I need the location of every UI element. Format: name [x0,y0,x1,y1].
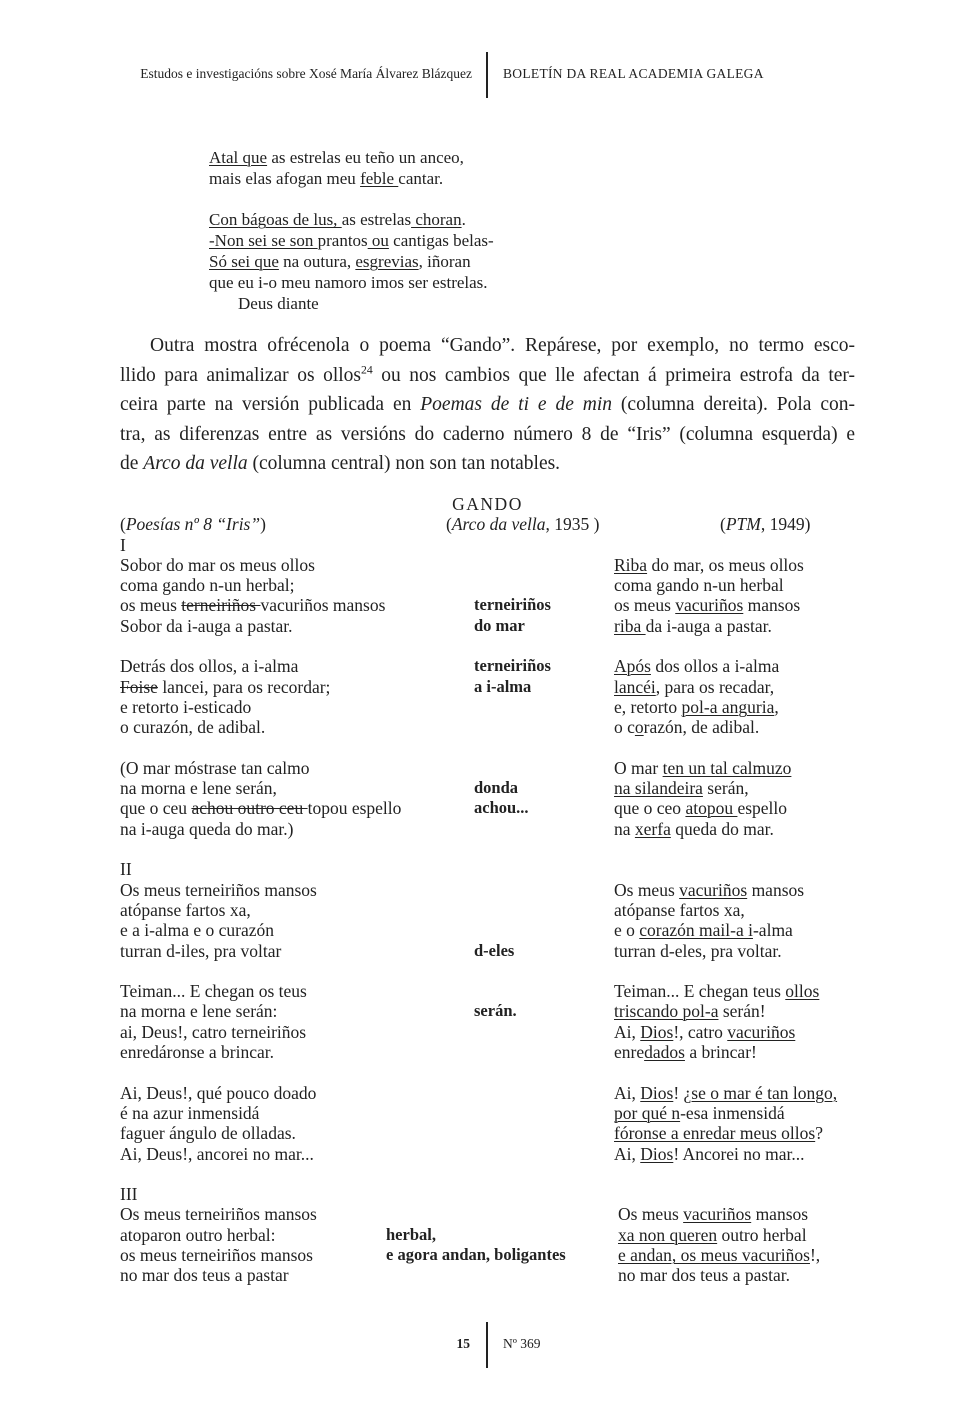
underlined-text: o [634,717,644,738]
text-run: herbal, [386,1224,436,1244]
comparison-row [0,920,975,940]
underlined-text: vacuriños [675,595,744,616]
footnote-reference: 24 [361,363,373,376]
text-run: do mar [474,615,525,635]
underlined-text: vacuriños [727,1021,796,1042]
text-run: a brincar! [684,1042,757,1063]
left-version-line [120,677,330,697]
left-version-line [120,1123,296,1143]
text-run: Sobor do mar os meus ollos [120,554,315,575]
center-variant [474,778,518,798]
stanza-break [0,1062,975,1082]
underlined-text: na silandeira [614,778,703,799]
text-run: na morna e lene serán: [120,1001,278,1022]
poem-line [209,169,494,190]
text-run: , 1935 ) [545,514,600,535]
italic-text: PTM [725,514,761,535]
underlined-text: pol-a anguria [681,696,775,717]
paragraph-line [120,449,855,479]
text-run: é na azur inmensidá [120,1102,260,1123]
right-version-line [614,758,791,778]
text-run: enredáronse a brincar. [120,1042,275,1063]
comparison-row [0,1083,975,1103]
underlined-text: choran [411,210,462,230]
text-run: Os meus [614,879,680,900]
comparison-row [0,1042,975,1062]
underlined-text: vacuriños [679,879,748,900]
left-version-line [120,595,385,615]
text-run: ) [260,514,266,535]
text-run: , iñoran [418,251,471,271]
column-headers [0,514,975,534]
stanza-break [0,961,975,981]
right-version-line [614,595,800,615]
text-run: na [614,818,635,839]
text-run: turran d-iles, pra voltar [120,940,282,961]
right-version-line [614,697,779,717]
text-run: no mar dos teus a pastar [120,1265,289,1286]
text-run: ( [720,514,726,535]
center-variant [386,1225,436,1245]
series-title: Estudos e investigacións sobre Xosé María Álvarez Blázquez [140,66,472,81]
poem-title: GANDO [452,494,523,514]
underlined-text: dados [644,1042,685,1063]
comparison-row [0,595,975,615]
text-run: Detrás dos ollos, a i-alma [120,656,299,677]
text-run: e retorto i-esticado [120,696,252,717]
text-run: que o ceu [120,798,192,819]
issue-number: Nº 369 [503,1336,541,1351]
right-version-line [614,656,779,676]
text-run: na i-auga queda do mar.) [120,818,294,839]
text-run: e agora andan, boligantes [386,1244,566,1264]
right-version-line [614,941,782,961]
left-version-line [120,1042,274,1062]
left-version-line [120,1103,259,1123]
poem-line [209,273,494,294]
right-version-line [614,1001,766,1021]
text-run: os meus terneiriños mansos [120,1244,313,1265]
underlined-text: Só sei que [209,251,279,271]
comparison-row [0,555,975,575]
left-version-line [120,778,277,798]
left-version-line [120,555,315,575]
poem-line [209,252,494,273]
underlined-text: feble [360,168,399,188]
right-version-line [614,900,745,920]
right-version-line [618,1204,808,1224]
left-version-line [120,575,294,595]
running-header [0,62,975,86]
comparison-row [0,1245,975,1265]
left-version-line [120,656,298,676]
stanza-break [0,636,975,656]
text-run: d-eles [474,940,515,960]
left-version-line [120,981,307,1001]
left-version-line [120,798,401,818]
text-run: . [461,210,466,230]
text-run: ! [673,1082,684,1103]
text-run: cantigas belas- [388,231,494,251]
right-version-line [614,880,804,900]
quoted-poem [209,148,494,314]
text-run: e a i-alma e o curazón [120,920,275,941]
italic-text: Poemas de ti e de min [420,394,613,415]
left-version-line [120,900,251,920]
right-version-line [614,1123,823,1143]
center-variant [474,798,529,818]
underlined-text: Dios [640,1021,674,1042]
text-run: na morna e lene serán, [120,778,277,799]
text-run: II [120,859,132,880]
underlined-text: Dios [640,1143,674,1164]
comparison-row [0,1265,975,1285]
comparison-row [0,859,975,879]
stanza-break [0,738,975,758]
text-run: Teiman... E chegan teus [614,981,786,1002]
underlined-text: fóronse a enredar meus ollos [614,1123,816,1144]
right-version-line [614,1144,805,1164]
struck-through-text: achou outro ceu [191,798,308,819]
text-run: turran d-eles, pra voltar. [614,940,782,961]
left-version-line [120,535,126,555]
right-version-line [614,819,774,839]
text-run: !, catro [673,1021,728,1042]
right-version-line [614,616,772,636]
text-run: enre [614,1042,645,1063]
poem-line [209,231,494,252]
underlined-text: Atal que [209,148,268,167]
left-version-line [120,819,293,839]
text-run: as estrelas eu teño un anceo, [267,148,464,167]
right-version-line [614,920,793,940]
comparison-row [0,1001,975,1021]
underlined-text: ¿se o mar é tan longo, [683,1082,838,1103]
text-run: Os meus [618,1204,684,1225]
text-run: donda [474,778,519,798]
italic-text: Arco da vella [143,453,248,474]
underlined-text: Con bágoas de lus, [209,210,342,230]
stanza-break [0,1164,975,1184]
left-version-line [120,1245,313,1265]
text-run: Outra mostra ofrécenola o poema “Gando”. Repárese, por exemplo, no termo esco- [150,335,855,356]
text-run: atópanse fartos xa, [120,899,251,920]
underlined-text: -Non sei se son [209,231,318,251]
underlined-text: triscando pol-a [614,1001,719,1022]
poem-line [209,148,494,169]
right-version-line [614,798,787,818]
text-run: de [120,453,144,474]
center-variant [474,616,525,636]
right-version-line [614,677,774,697]
journal-title: BOLETÍN DA REAL ACADEMIA GALEGA [503,66,764,81]
text-run: ai, Deus!, catro terneiriños [120,1021,307,1042]
comparison-row [0,575,975,595]
text-run: vacuriños mansos [260,595,386,616]
struck-through-text: Foise [120,676,158,697]
underlined-text: lancéi [614,676,656,697]
center-variant [386,1245,566,1265]
underlined-text: Após [614,656,651,677]
center-variant [474,656,551,676]
comparison-row [0,697,975,717]
text-run: achou... [474,798,529,818]
text-run: serán, [702,778,749,799]
left-version-line [120,616,293,636]
text-run: terneiriños [474,595,551,615]
text-run: (columna central) non son tan notables. [247,453,561,474]
left-version-line [120,880,317,900]
comparison-row [0,981,975,1001]
right-version-line [614,1103,785,1123]
paragraph-line [120,331,855,361]
underlined-text: vacuriños [683,1204,752,1225]
text-run: terneiriños [474,656,551,676]
underlined-text: xerfa [634,818,671,839]
comparison-row [0,677,975,697]
right-version-line [618,1225,807,1245]
text-run: prantos [317,231,368,251]
text-run: Os meus terneiriños mansos [120,1204,317,1225]
text-run: -esa inmensidá [680,1102,785,1123]
text-run: coma gando n-un herbal [614,575,784,596]
left-version-line [120,1204,317,1224]
paragraph-line [120,390,855,420]
text-run: e o [614,920,640,941]
text-run: que o ceo [614,798,686,819]
text-run: Ai, Deus!, ancorei no mar... [120,1143,314,1164]
comparison-row [0,819,975,839]
comparison-row [0,880,975,900]
left-version-line [120,1265,289,1285]
underlined-text: esgrevias [355,251,419,271]
text-run: e, retorto [614,696,682,717]
text-run: os meus [120,595,182,616]
comparison-row [0,656,975,676]
text-run: !, [809,1244,821,1265]
left-version-line [120,758,310,778]
text-run: I [120,534,126,555]
text-run: faguer ángulo de olladas. [120,1123,296,1144]
center-variant [474,677,531,697]
header-divider [486,52,488,98]
comparison-row [0,1022,975,1042]
underlined-text: riba [614,615,646,636]
text-run: cantar. [398,168,444,188]
text-run: , 1949) [760,514,811,535]
right-version-line [614,1022,795,1042]
text-run: atoparon outro herbal: [120,1224,276,1245]
left-version-line [120,1022,306,1042]
underlined-text: ou [367,231,389,251]
text-run: Sobor da i-auga a pastar. [120,615,293,636]
text-run: Ai, [614,1021,641,1042]
text-run: lancei, para os recordar; [157,676,331,697]
text-run: ceira parte na versión publicada en [120,394,421,415]
right-version-line [614,1083,837,1103]
text-run: espello [737,798,788,819]
paragraph-line [120,361,855,391]
text-run: Teiman... E chegan os teus [120,981,307,1002]
page-footer [0,1322,975,1368]
text-run: , [774,696,779,717]
text-run: mansos [747,879,805,900]
comparison-row [0,798,975,818]
comparison-rows [0,535,975,1286]
right-version-line [618,1245,820,1265]
text-run: razón, de adibal. [643,717,760,738]
body-paragraph [120,331,855,479]
left-version-line [120,717,265,737]
comparison-row [0,778,975,798]
center-variant [474,595,551,615]
underlined-text: e andan, os meus vacuriños [618,1244,810,1265]
comparison-row [0,1103,975,1123]
text-run: Ai, Deus!, qué pouco doado [120,1082,317,1103]
text-run: ( [120,514,126,535]
text-run: coma gando n-un herbal; [120,575,295,596]
text-run: os meus [614,595,676,616]
text-run: tra, as diferenzas entre as versións do caderno número 8 de “Iris” (columna esquerda) e [120,423,855,445]
text-run: outro herbal [717,1224,807,1245]
text-run: (columna dereita). Pola con- [612,394,855,415]
underlined-text: Dios [640,1082,674,1103]
page-number: 15 [456,1336,470,1351]
underlined-text: Riba [614,554,648,575]
comparison-row [0,758,975,778]
text-run: as estrelas [341,210,412,230]
right-version-line [614,981,819,1001]
italic-text: Poesías nº 8 “Iris” [125,514,261,535]
text-run: mansos [743,595,801,616]
column-header-center [446,514,599,534]
text-run: mais elas afogan meu [209,168,361,188]
text-run: na outura, [278,251,356,271]
column-header-left [120,514,266,534]
center-variant [474,941,514,961]
text-run: III [120,1184,138,1205]
comparison-row [0,941,975,961]
text-run: dos ollos a i-alma [650,656,780,677]
struck-through-text: terneiriños [181,595,261,616]
text-run: Ai, [614,1143,641,1164]
left-version-line [120,1184,137,1204]
left-version-line [120,941,281,961]
text-run: a i-alma [474,676,532,696]
text-run: no mar dos teus a pastar. [618,1265,791,1286]
paragraph-line [120,420,855,450]
poem-line [209,294,494,315]
underlined-text: atopou [685,798,738,819]
text-run: ! Ancorei no mar... [673,1143,805,1164]
text-run: que eu i-o meu namoro imos ser estrelas. [209,272,488,292]
underlined-text: por qué n [614,1102,681,1123]
italic-text: Arco da vella [451,514,546,535]
text-run: Os meus terneiriños mansos [120,879,317,900]
text-run: da i-auga a pastar. [645,615,772,636]
left-version-line [120,1001,277,1021]
footer-divider [486,1322,488,1368]
text-run: do mar, os meus ollos [647,554,804,575]
left-version-line [120,1144,314,1164]
comparison-row [0,717,975,737]
text-run: Ai, [614,1082,641,1103]
text-run: serán! [718,1001,766,1022]
text-run: atópanse fartos xa, [614,899,745,920]
text-run: (O mar móstrase tan calmo [120,757,310,778]
comparison-row [0,1225,975,1245]
underlined-text: corazón mail-a i [639,920,753,941]
comparison-row [0,900,975,920]
text-run: ( [446,514,452,535]
text-run: ? [815,1123,823,1144]
text-run: O mar [614,757,663,778]
text-run: llido para animalizar os ollos [120,364,362,386]
right-version-line [618,1265,790,1285]
right-version-line [614,555,804,575]
left-version-line [120,920,274,940]
right-version-line [614,575,784,595]
text-run: o curazón, de adibal. [120,717,266,738]
right-version-line [614,778,749,798]
text-run: ou nos cambios que lle afectan á primeira estrofa da ter- [372,364,855,386]
comparison-row [0,535,975,555]
right-version-line [614,717,759,737]
comparison-row [0,1144,975,1164]
text-run: o c [614,717,635,738]
stanza-break [0,839,975,859]
right-version-line [614,1042,757,1062]
text-run: queda do mar. [670,818,774,839]
comparison-row [0,1123,975,1143]
underlined-text: xa non queren [618,1224,718,1245]
left-version-line [120,1225,276,1245]
poem-line [209,210,494,231]
underlined-text: ten un tal calmuzo [662,757,792,778]
left-version-line [120,859,132,879]
left-version-line [120,697,251,717]
text-run: mansos [751,1204,809,1225]
comparison-row [0,1184,975,1204]
underlined-text: ollos [785,981,820,1002]
text-run: topou espello [307,798,402,819]
text-run: Deus diante [238,293,319,313]
poem-comparison [0,494,975,1286]
stanza-break [209,190,494,211]
comparison-row [0,616,975,636]
column-header-right [720,514,810,534]
text-run: , para os recadar, [655,676,775,697]
text-run: -alma [752,920,793,941]
comparison-row [0,1204,975,1224]
text-run: serán. [474,1001,517,1021]
center-variant [474,1001,517,1021]
left-version-line [120,1083,316,1103]
